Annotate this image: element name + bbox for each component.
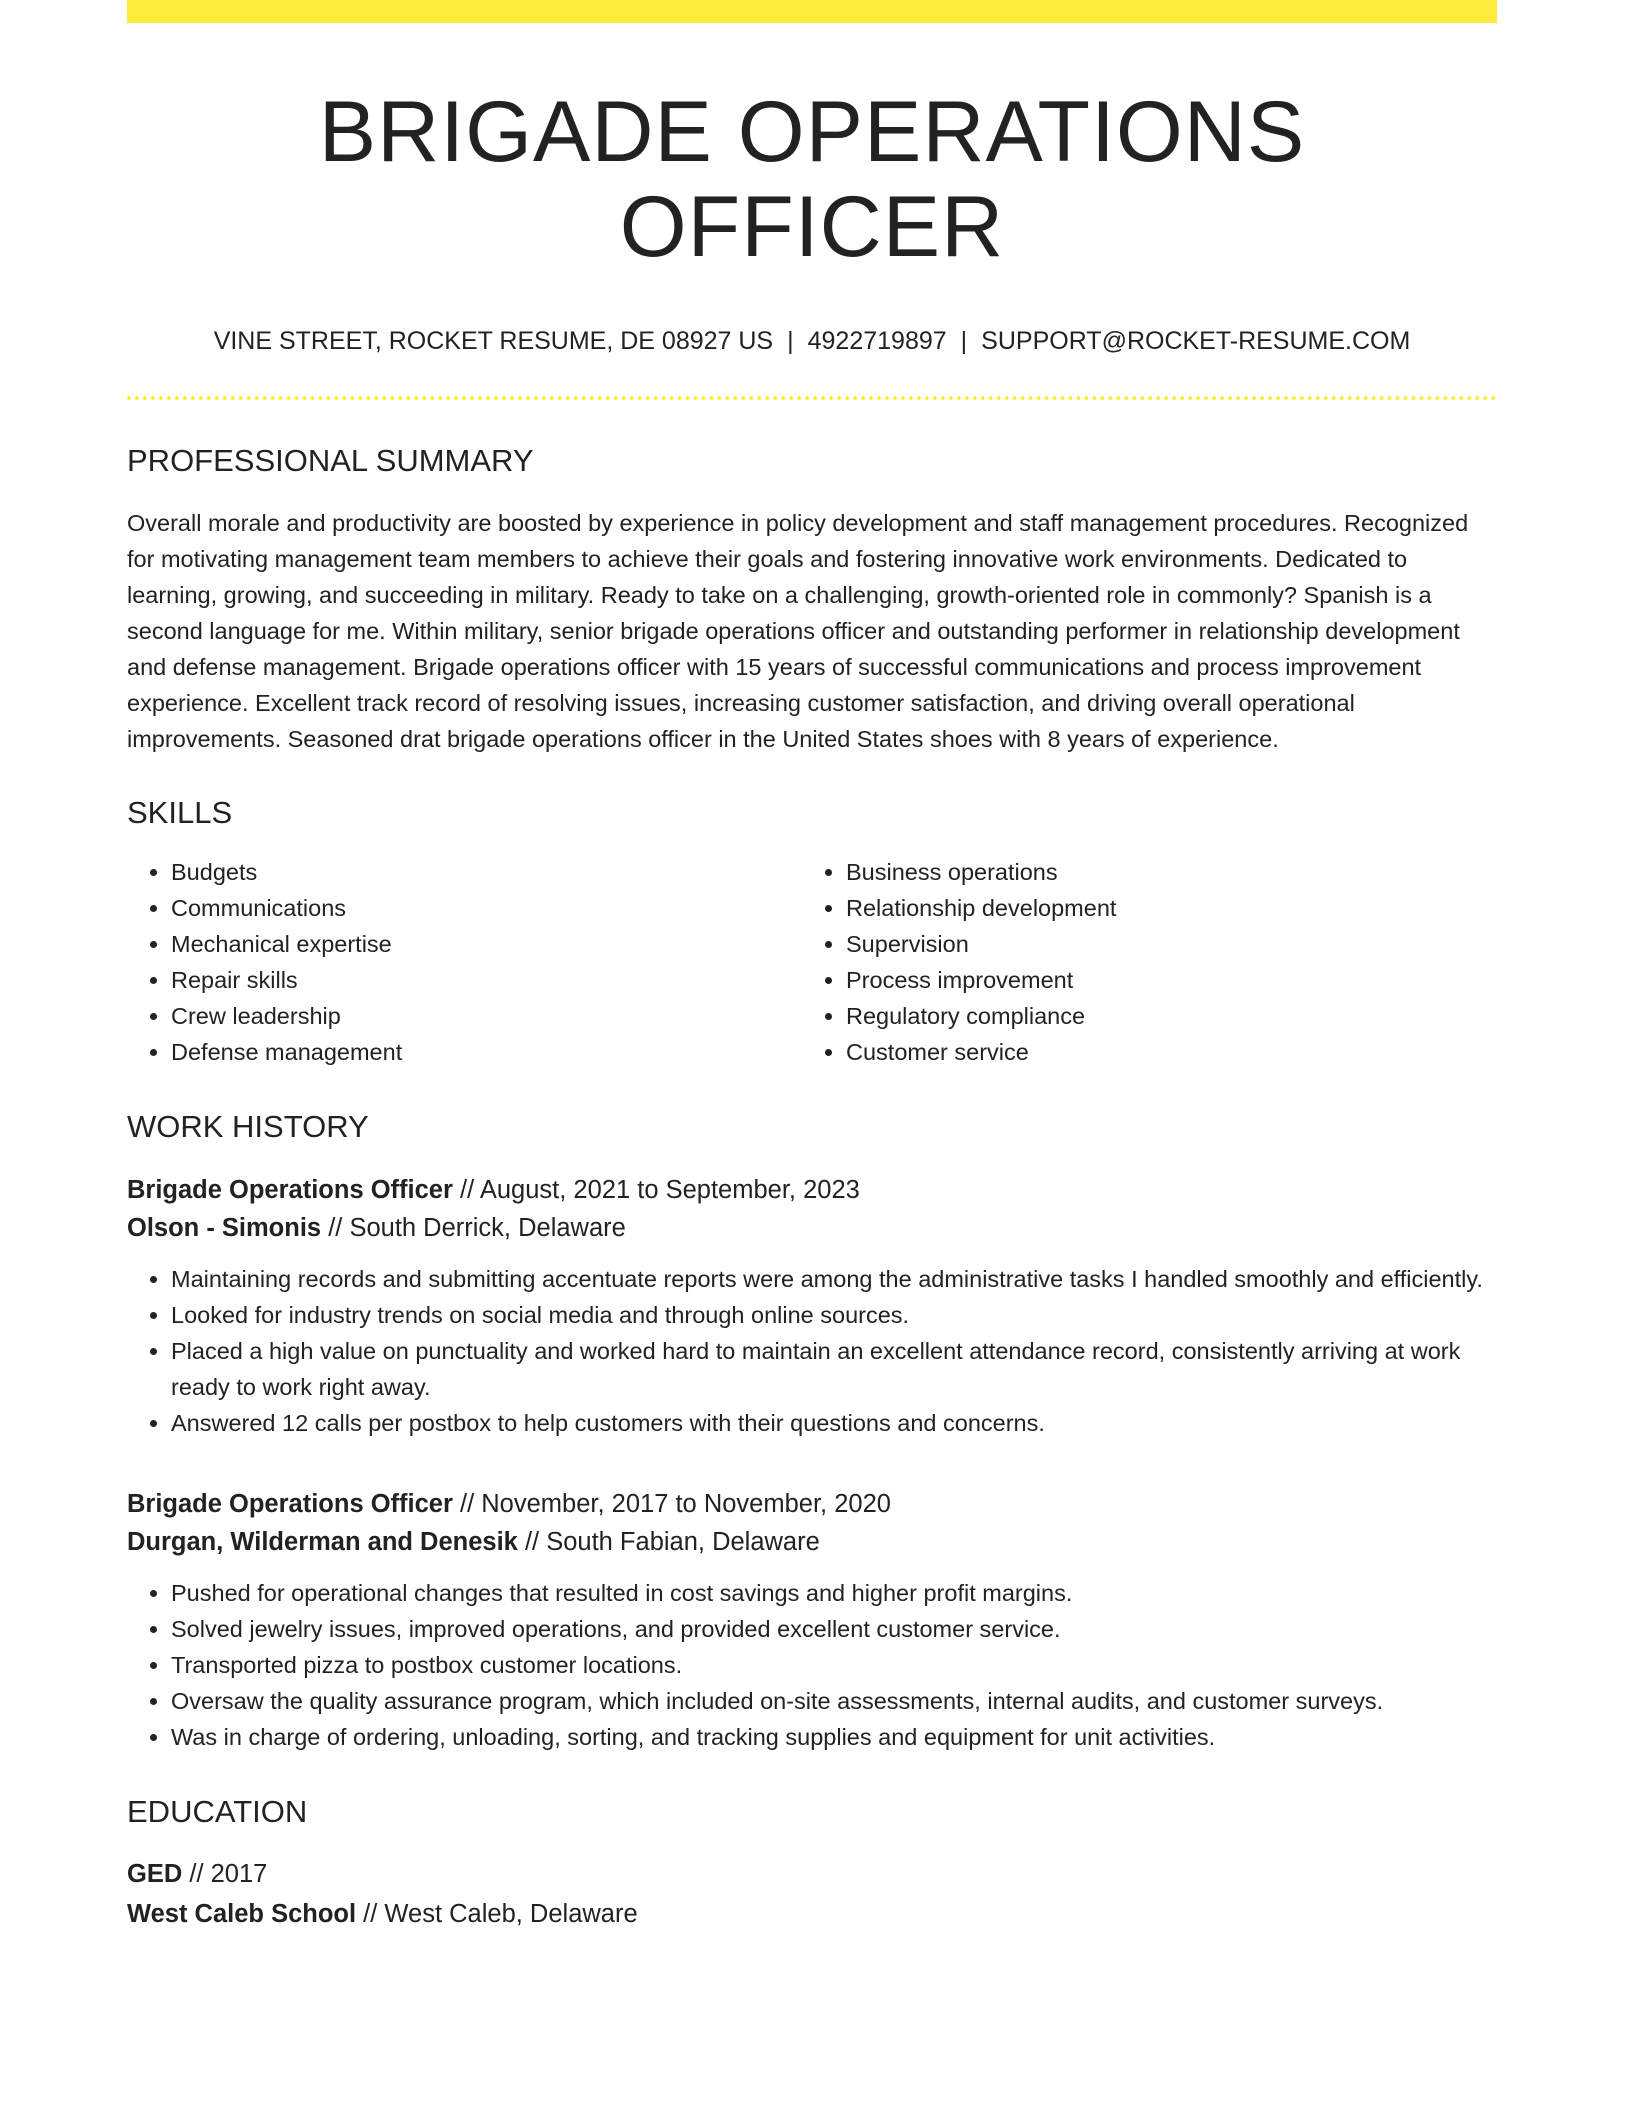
job-location: // South Derrick, Delaware — [328, 1213, 626, 1242]
contact-address: VINE STREET, ROCKET RESUME, DE 08927 US — [213, 327, 774, 356]
skills-list-left — [127, 854, 802, 1070]
job-dates: // August, 2021 to September, 2023 — [460, 1175, 860, 1204]
job-role: Brigade Operations Officer — [127, 1489, 453, 1518]
list-item: • Relationship development — [846, 890, 1497, 926]
section-title-skills: SKILLS — [127, 795, 233, 831]
list-item: • Transported pizza to postbox customer locations. — [171, 1647, 1497, 1683]
job-entry — [127, 1485, 1497, 1755]
section-title-work-history: WORK HISTORY — [127, 1108, 369, 1144]
list-item: • Supervision — [846, 926, 1497, 962]
list-item: • Repair skills — [171, 962, 802, 998]
job-entry — [127, 1171, 1497, 1441]
job-company: Olson - Simonis — [127, 1213, 322, 1242]
list-item: • Business operations — [846, 854, 1497, 890]
job-company: Durgan, Wilderman and Denesik — [127, 1527, 518, 1556]
education-school-line — [127, 1894, 1497, 1934]
list-item: • Mechanical expertise — [171, 926, 802, 962]
accent-top-bar — [127, 0, 1497, 23]
education-school: West Caleb School — [127, 1899, 357, 1928]
list-item: • Customer service — [846, 1034, 1497, 1070]
education-year: // 2017 — [189, 1859, 268, 1888]
list-item: • Budgets — [171, 854, 802, 890]
job-bullets — [127, 1575, 1497, 1755]
contact-phone: 4922719897 — [807, 327, 947, 356]
contact-separator: | — [787, 327, 794, 356]
education-degree: GED — [127, 1859, 183, 1888]
skills-grid — [127, 854, 1497, 1070]
list-item: • Defense management — [171, 1034, 802, 1070]
job-role-line — [127, 1171, 1497, 1209]
skills-list-right — [802, 854, 1497, 1070]
education-entry — [127, 1854, 1497, 1934]
job-role-line — [127, 1485, 1497, 1523]
list-item: • Process improvement — [846, 962, 1497, 998]
page-title: BRIGADE OPERATIONS OFFICER — [318, 84, 1306, 275]
job-location: // South Fabian, Delaware — [524, 1527, 820, 1556]
contact-line — [127, 326, 1497, 356]
list-item: • Solved jewelry issues, improved operations, and provided excellent customer service. — [171, 1611, 1497, 1647]
summary-text: Overall morale and productivity are boosted by experience in policy development and staff management procedures. Recognized for motivating management team members to achieve their goals and fostering innovative work environments. Dedicated to learning, growing, and succeeding in military. Ready to take on a challenging, growth-oriented role in commonly? Spanish is a second language for me. Within military, senior brigade operations officer and outstanding performer in relationship development and defense management. Brigade operations officer with 15 years of successful communications and process improvement experience. Excellent track record of resolving issues, increasing customer satisfaction, and driving overall operational improvements. Seasoned drat brigade operations officer in the United States shoes with 8 years of experience. — [127, 510, 1469, 753]
list-item: • Answered 12 calls per postbox to help customers with their questions and concerns. — [171, 1405, 1497, 1441]
job-dates: // November, 2017 to November, 2020 — [460, 1489, 891, 1518]
list-item: • Oversaw the quality assurance program, which included on-site assessments, internal audits, and customer surveys. — [171, 1683, 1497, 1719]
job-bullets — [127, 1261, 1497, 1441]
list-item: • Maintaining records and submitting accentuate reports were among the administrative tasks I handled smoothly and efficiently. — [171, 1261, 1497, 1297]
list-item: • Regulatory compliance — [846, 998, 1497, 1034]
job-company-line — [127, 1523, 1497, 1561]
list-item: • Crew leadership — [171, 998, 802, 1034]
education-degree-line — [127, 1854, 1497, 1894]
list-item: • Was in charge of ordering, unloading, sorting, and tracking supplies and equipment for unit activities. — [171, 1719, 1497, 1755]
section-title-summary: PROFESSIONAL SUMMARY — [127, 443, 534, 479]
list-item: • Pushed for operational changes that resulted in cost savings and higher profit margins. — [171, 1575, 1497, 1611]
education-location: // West Caleb, Delaware — [363, 1899, 638, 1928]
list-item: • Placed a high value on punctuality and worked hard to maintain an excellent attendance record, consistently arriving at work ready to work right away. — [171, 1333, 1497, 1405]
list-item: • Communications — [171, 890, 802, 926]
job-company-line — [127, 1209, 1497, 1247]
dotted-divider — [127, 396, 1497, 400]
list-item: • Looked for industry trends on social media and through online sources. — [171, 1297, 1497, 1333]
contact-email: SUPPORT@ROCKET-RESUME.COM — [981, 327, 1411, 356]
job-role: Brigade Operations Officer — [127, 1175, 453, 1204]
resume-page — [127, 0, 1497, 1934]
section-title-education: EDUCATION — [127, 1793, 308, 1829]
contact-separator: | — [960, 327, 968, 356]
